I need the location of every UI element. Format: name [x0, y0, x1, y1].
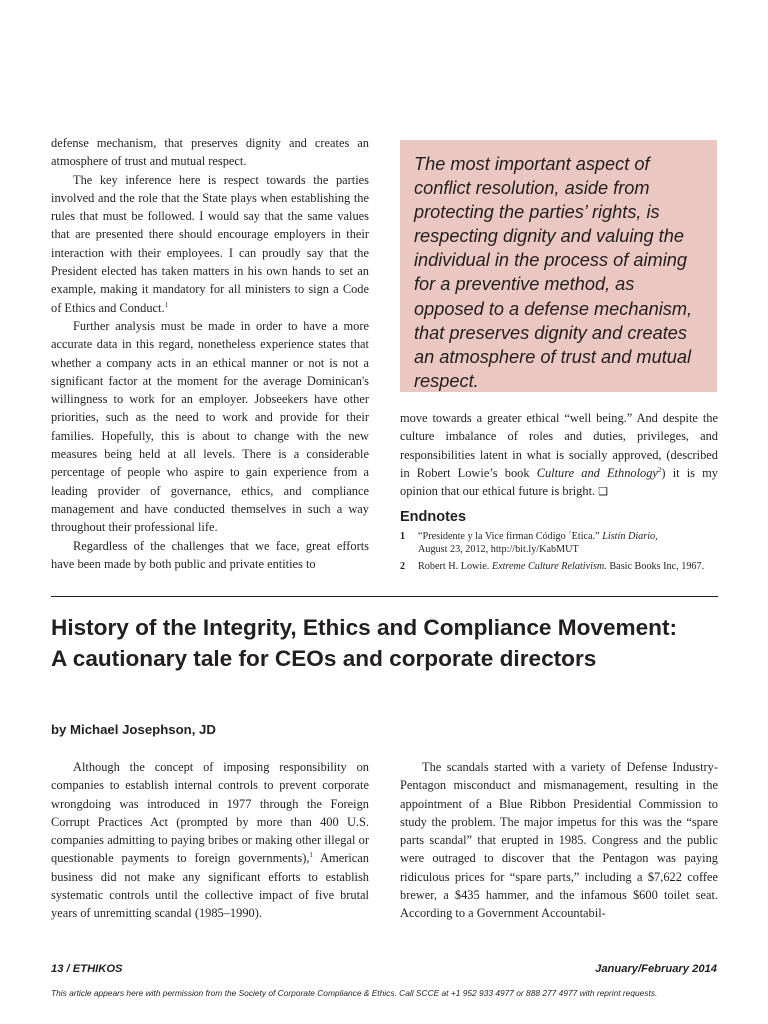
paragraph-text: Although the concept of imposing responsibility on companies to establish internal controls to prevent corporate wrongdoing was introduced in 1977 through the Foreign Corrupt Practices Act (prompted by more than 400 U.S. companies admitting to paying bribes or making other illegal or questionable payments to foreign governments),	[51, 760, 369, 866]
paragraph: defense mechanism, that preserves dignity and creates an atmosphere of trust and mutual respect.	[51, 136, 369, 169]
endnote-number: 2	[400, 561, 406, 572]
footnote-ref: 1	[164, 300, 169, 309]
paragraph	[51, 171, 369, 317]
endnote-publisher: Basic Books Inc, 1967.	[609, 561, 705, 572]
article-right-column	[400, 758, 718, 923]
paragraph	[400, 409, 718, 501]
paragraph-text: The key inference here is respect towards the parties involved and the role that the State plays when establishing the rules that must be followed. I would say that the same values that are presented there should encourage employers in their interaction with their employees. I can proudly say that the President elected has taken matters in his own hands to set an example, making it mandatory for all ministers to sign a Code of Ethics and Conduct.	[51, 172, 369, 315]
permission-notice: This article appears here with permission from the Society of Corporate Compliance & Ethics. Call SCCE at +1 952 933 4977 or 888 277 4977 with reprint requests.	[51, 988, 658, 998]
endnote-number: 1	[400, 531, 406, 542]
pull-quote-box	[400, 140, 717, 392]
pull-quote-text: The most important aspect of conflict resolution, aside from protecting the parties’ rights, is respecting dignity and valuing the individual in the process of aiming for a preventive method, as opposed to a defense mechanism, that preserves dignity and creates an atmosphere of trust and mutual respect.	[414, 154, 693, 391]
footnote-ref: 2	[657, 465, 662, 474]
byline: by Michael Josephson, JD	[51, 722, 216, 737]
paragraph: Further analysis must be made in order to have a more accurate data in this regard, nonetheless experience states that whether a company acts in an ethical manner or not is not a significant factor at the moment for the average Dominican's willingness to work for an employer. Jobseekers have other priorities, such as the need to work and provide for their families. Hopefully, this is about to change with the new measures being held at all levels. There is a considerable percentage of people who aspire to gain experience from a leading provider of governance, ethics, and compliance management and have conducted themselves in such a way throughout their professional life.	[51, 318, 369, 535]
endnote-source: Extreme Culture Relativism.	[491, 561, 607, 572]
endnote-text	[418, 530, 718, 556]
book-title: Culture and Ethnology	[536, 465, 658, 480]
end-mark-icon: ❑	[598, 485, 609, 499]
paragraph: Regardless of the challenges that we face, great efforts have been made by both public and private entities to	[51, 538, 369, 571]
paragraph-text: move towards a greater ethical “well being.” And despite the culture imbalance of roles and duties, privileges, and responsibilities latent in what is socially approved, (described in Robert Lowie’s book	[400, 411, 718, 480]
endnote-item	[400, 530, 718, 556]
endnote-author: Robert H. Lowie.	[418, 561, 490, 572]
endnote-title: “Presidente y la Vice firman Código ´Etica.”	[418, 531, 600, 542]
endnote-source: Listín Diario,	[602, 531, 658, 542]
top-right-column	[400, 409, 718, 501]
paragraph: The scandals started with a variety of Defense Industry-Pentagon misconduct and mismanagement, resulting in the appointment of a Blue Ribbon Presidential Commission to study the problem. The major impetus for this was the “spare parts scandal” that erupted in 1985. Congress and the public were outraged to discover that the Pentagon was paying ridiculous prices for “spare parts,” including a $7,622 coffee brewer, a $435 hammer, and the infamous $600 toilet seat. According to a Government Accountabil-	[400, 760, 718, 921]
paragraph	[51, 758, 369, 923]
endnotes-heading: Endnotes	[400, 509, 467, 525]
endnote-link: August 23, 2012, http://bit.ly/KabMUT	[418, 544, 579, 555]
endnote-item	[400, 560, 718, 573]
paragraph-text: American business did not make any significant efforts to establish systematic controls until the collective impact of five brutal years of unremitting scandal (1985–1990).	[51, 851, 369, 921]
footnote-ref: 1	[309, 851, 313, 860]
paragraph-text: ) it is my opinion that our ethical future is bright.	[400, 465, 718, 499]
article-title: History of the Integrity, Ethics and Compliance Movement: A cautionary tale for CEOs and corporate directors	[51, 615, 678, 671]
section-divider	[51, 596, 718, 597]
footer-page-label: 13 / ETHIKOS	[51, 963, 123, 975]
article-left-column	[51, 758, 369, 923]
top-left-column	[51, 134, 369, 573]
footer-issue-date: January/February 2014	[595, 963, 717, 975]
endnote-text	[418, 560, 718, 573]
